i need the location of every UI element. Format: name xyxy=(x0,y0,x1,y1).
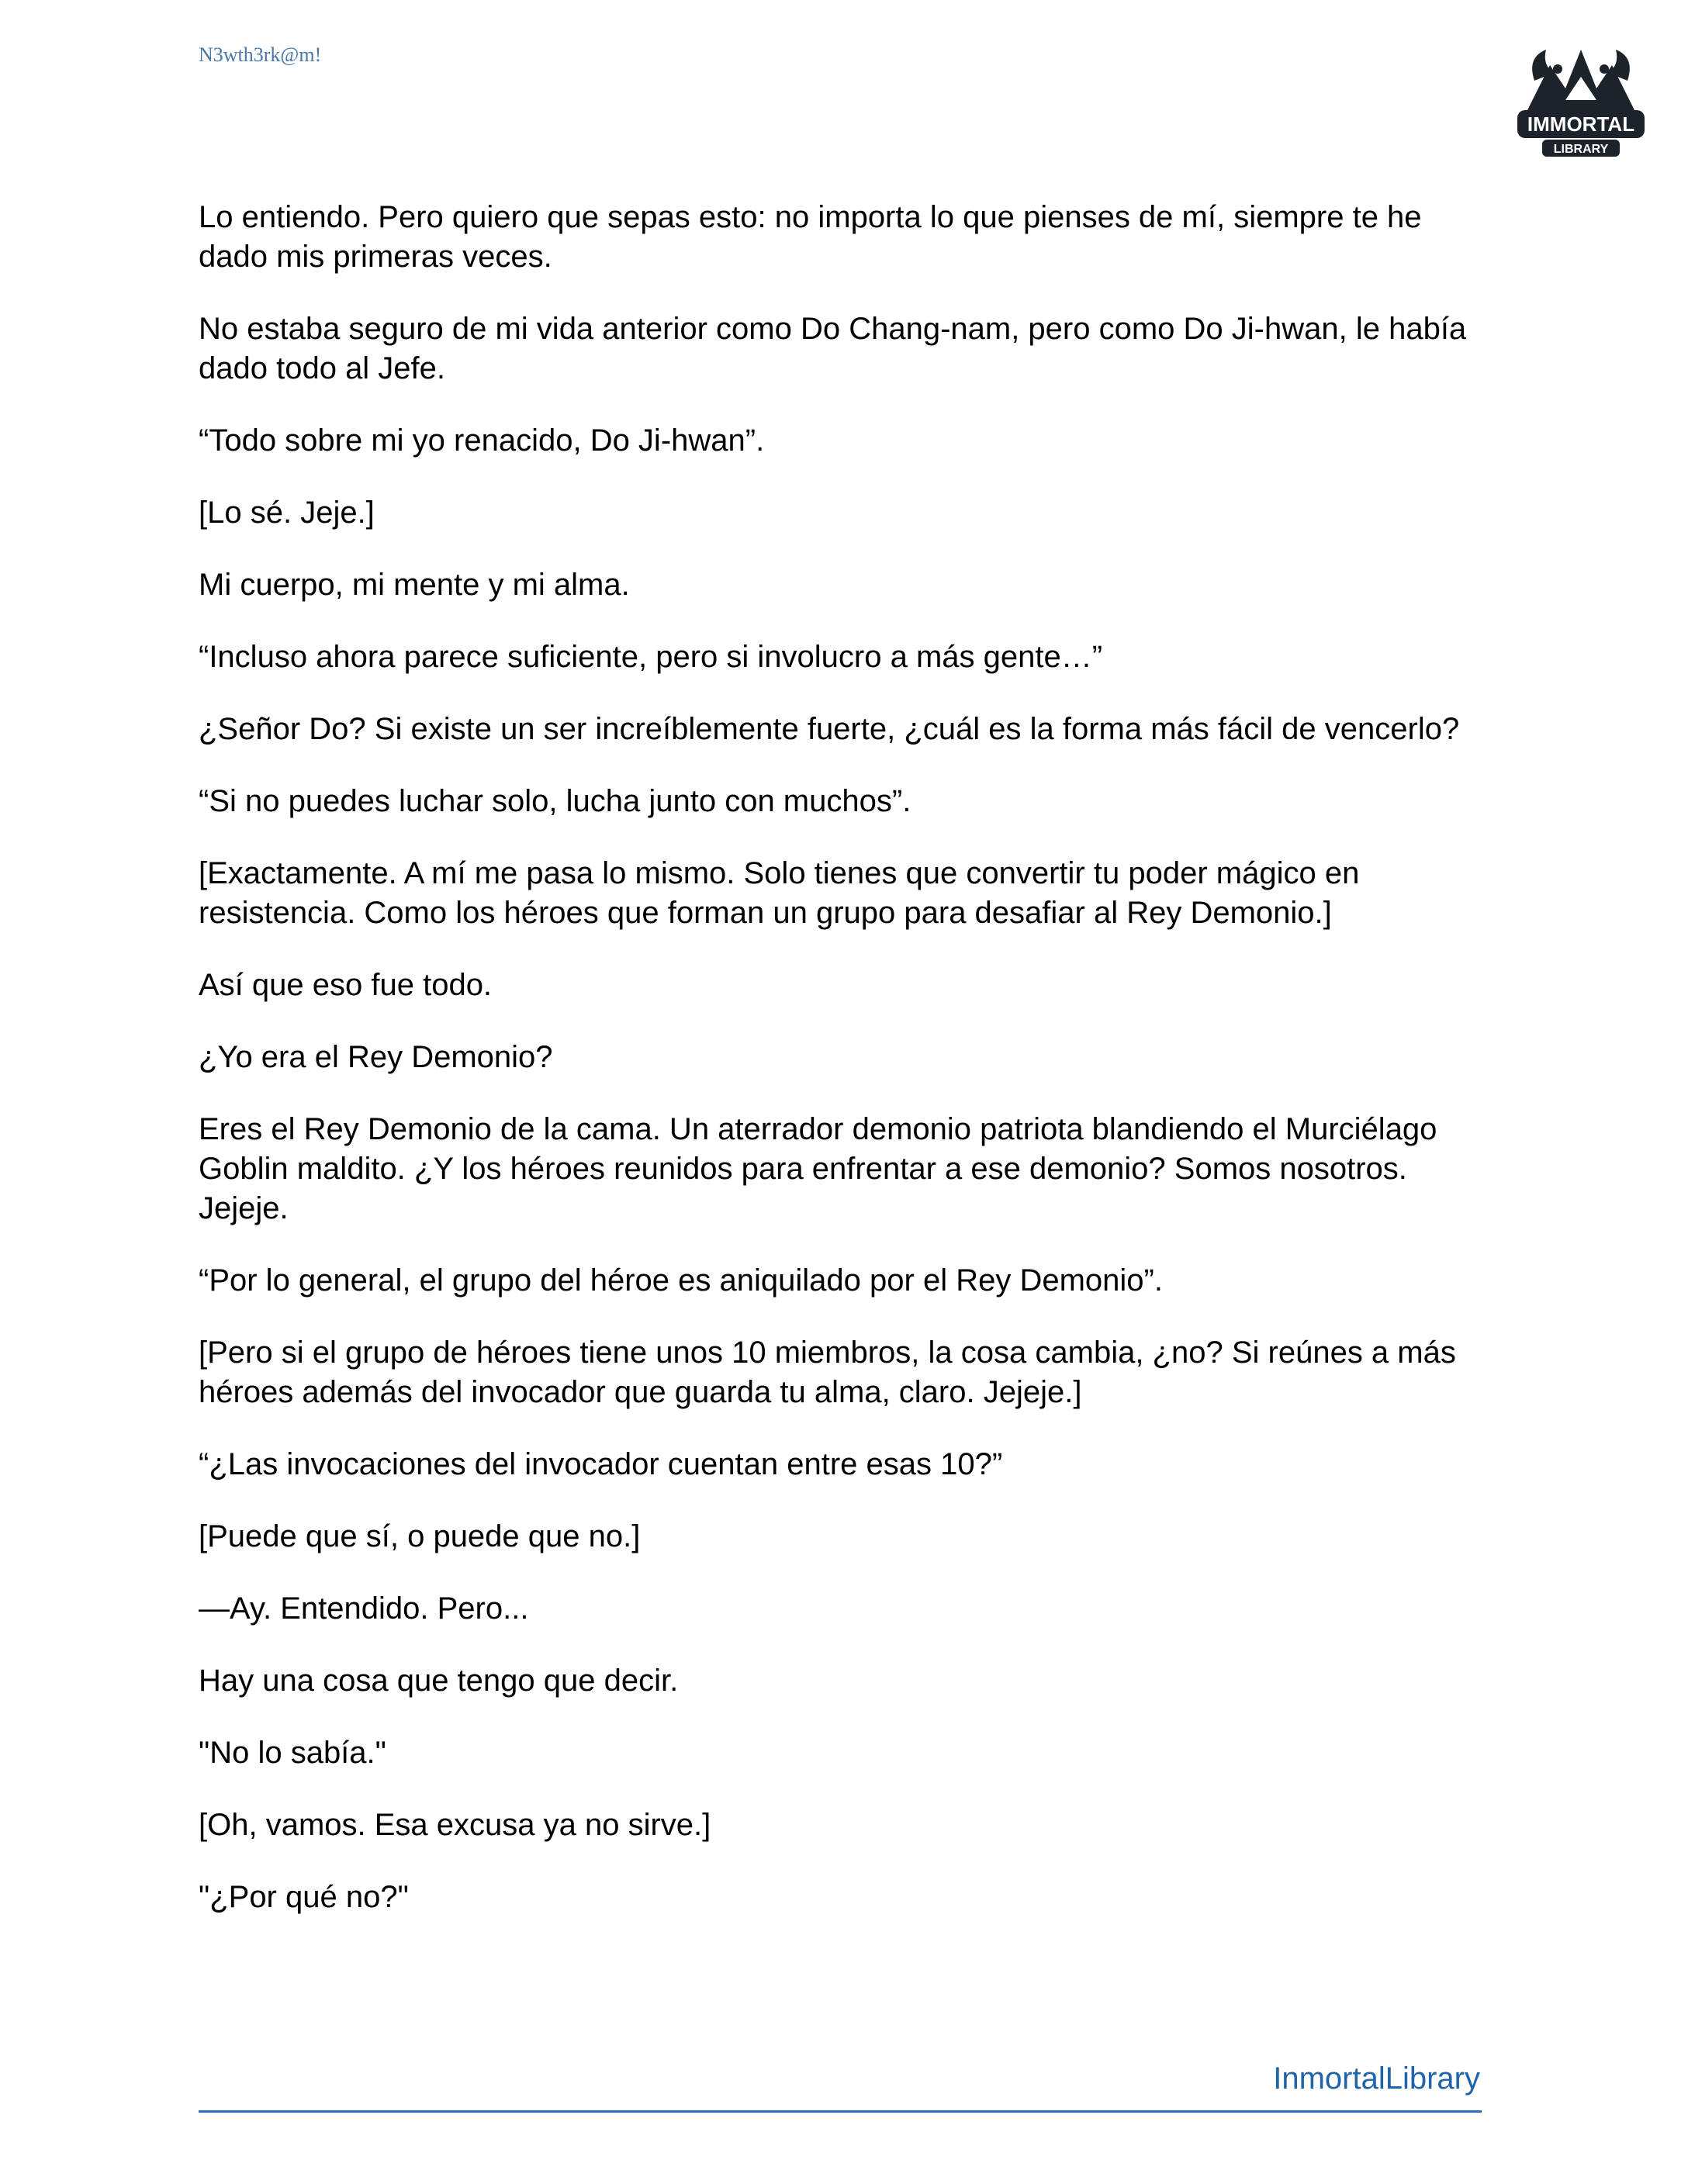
footer-link[interactable]: InmortalLibrary xyxy=(1273,2061,1480,2096)
paragraph: [Lo sé. Jeje.] xyxy=(199,496,375,530)
paragraph: "¿Por qué no?" xyxy=(199,1880,409,1914)
chapter-text xyxy=(199,198,1486,1950)
paragraph: “Si no puedes luchar solo, lucha junto con muchos”. xyxy=(199,784,911,818)
paragraph: “¿Las invocaciones del invocador cuentan entre esas 10?” xyxy=(199,1447,1003,1481)
paragraph: "No lo sabía." xyxy=(199,1736,386,1770)
dragon-crest-icon xyxy=(1527,50,1635,112)
paragraph: Eres el Rey Demonio de la cama. Un aterrador demonio patriota blandiendo el Murciélago Goblin maldito. ¿Y los héroes reunidos para enfrentar a ese demonio? Somos nosotros. Jejeje. xyxy=(199,1112,1437,1225)
immortal-library-logo xyxy=(1511,34,1651,161)
paragraph: ¿Yo era el Rey Demonio? xyxy=(199,1040,553,1074)
paragraph: “Incluso ahora parece suficiente, pero si involucro a más gente…” xyxy=(199,640,1103,674)
header-tag: N3wth3rk@m! xyxy=(199,43,322,66)
paragraph: [Exactamente. A mí me pasa lo mismo. Solo tienes que convertir tu poder mágico en resistencia. Como los héroes que forman un grupo para desafiar al Rey Demonio.] xyxy=(199,856,1360,930)
paragraph: “Todo sobre mi yo renacido, Do Ji-hwan”. xyxy=(199,423,765,458)
paragraph: Hay una cosa que tengo que decir. xyxy=(199,1664,679,1698)
paragraph: [Pero si el grupo de héroes tiene unos 10 miembros, la cosa cambia, ¿no? Si reúnes a más héroes además del invocador que guarda tu alma, claro. Jejeje.] xyxy=(199,1336,1456,1409)
paragraph: —Ay. Entendido. Pero... xyxy=(199,1591,529,1626)
footer-divider xyxy=(199,2110,1482,2113)
logo-top-text: IMMORTAL xyxy=(1527,112,1635,136)
paragraph: Lo entiendo. Pero quiero que sepas esto: no importa lo que pienses de mí, siempre te he dado mis primeras veces. xyxy=(199,200,1422,274)
paragraph: [Oh, vamos. Esa excusa ya no sirve.] xyxy=(199,1808,711,1842)
paragraph: “Por lo general, el grupo del héroe es aniquilado por el Rey Demonio”. xyxy=(199,1263,1163,1298)
paragraph: ¿Señor Do? Si existe un ser increíblemente fuerte, ¿cuál es la forma más fácil de vencerlo? xyxy=(199,712,1460,746)
paragraph: No estaba seguro de mi vida anterior como Do Chang-nam, pero como Do Ji-hwan, le había dado todo al Jefe. xyxy=(199,312,1467,385)
paragraph: [Puede que sí, o puede que no.] xyxy=(199,1519,641,1553)
paragraph: Mi cuerpo, mi mente y mi alma. xyxy=(199,568,630,602)
logo-bottom-text: LIBRARY xyxy=(1553,143,1609,156)
paragraph: Así que eso fue todo. xyxy=(199,968,493,1002)
